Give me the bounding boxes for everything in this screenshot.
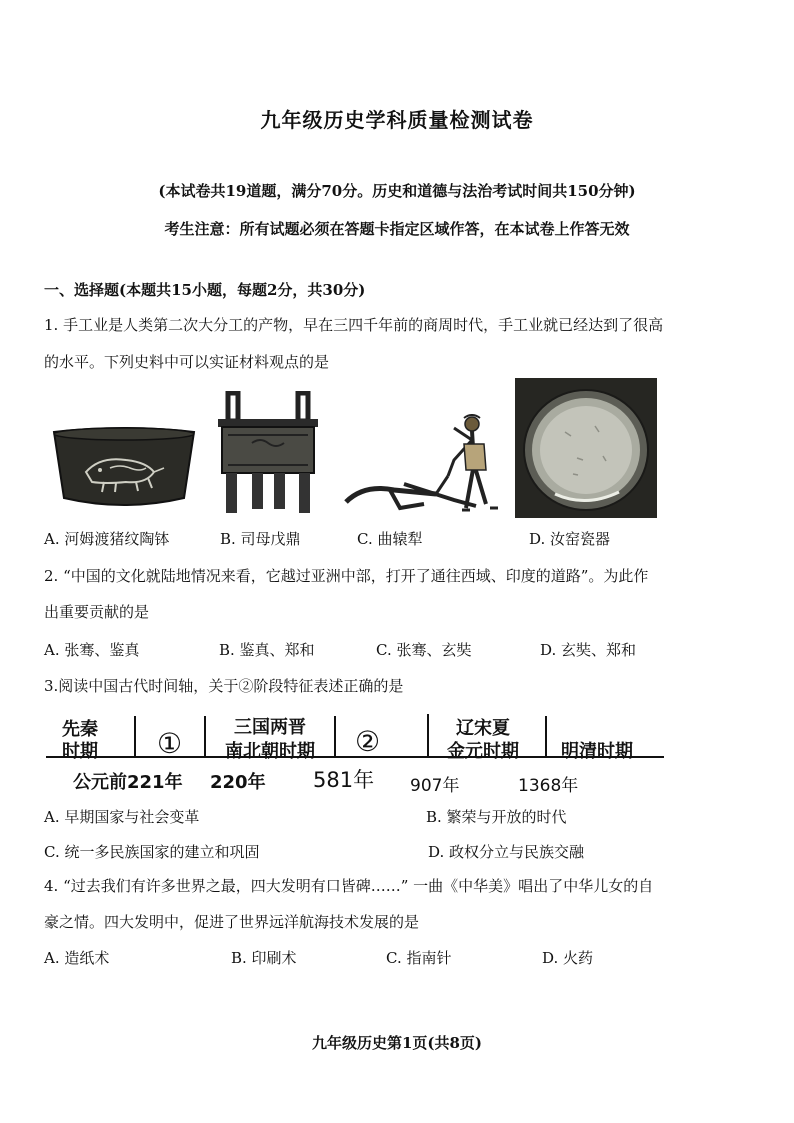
timeline-divider-2 (204, 716, 206, 756)
timeline-year-907: 907年 (410, 776, 460, 796)
ding-vessel-image (212, 391, 324, 517)
q1-stem-line1: 1. 手工业是人类第二次大分工的产物，早在三四千年前的商周时代，手工业就已经达到了很高 (44, 316, 664, 334)
q4-option-d[interactable]: D. 火药 (542, 949, 594, 967)
timeline-divider-1 (134, 716, 136, 756)
section-heading: 一、选择题(本题共15小题，每题2分，共30分) (44, 281, 366, 299)
exam-info: (本试卷共19道题，满分70分。历史和道德与法治考试时间共150分钟) (158, 182, 636, 200)
q4-option-a[interactable]: A. 造纸术 (44, 949, 110, 967)
q3-option-a[interactable]: A. 早期国家与社会变革 (44, 808, 200, 826)
timeline-year-1368: 1368年 (518, 776, 579, 796)
timeline-period-xianqin-line2: 时期 (62, 741, 98, 762)
ru-kiln-porcelain-image (515, 378, 657, 518)
plough-image (344, 414, 504, 516)
q4-stem-line1: 4. “过去我们有许多世界之最，四大发明有口皆碑……” 一曲《中华美》唱出了中华儿女的自 (44, 877, 654, 895)
timeline-divider-5 (545, 716, 547, 756)
timeline-marker-1: ① (157, 727, 183, 760)
page-footer: 九年级历史第1页(共8页) (311, 1034, 483, 1052)
q4-option-c[interactable]: C. 指南针 (386, 949, 452, 967)
pottery-bowl-image (50, 426, 198, 516)
q3-stem: 3.阅读中国古代时间轴，关于②阶段特征表述正确的是 (44, 677, 404, 695)
timeline-year-221bc: 公元前221年 (73, 772, 183, 793)
timeline-period-liaosong-line1: 辽宋夏 (456, 718, 510, 739)
q3-option-b[interactable]: B. 繁荣与开放的时代 (426, 808, 567, 826)
timeline-divider-4 (427, 714, 429, 756)
exam-title: 九年级历史学科质量检测试卷 (260, 108, 534, 132)
q2-option-c[interactable]: C. 张骞、玄奘 (376, 641, 472, 659)
q4-option-b[interactable]: B. 印刷术 (231, 949, 297, 967)
q1-option-a[interactable]: A. 河姆渡猪纹陶钵 (44, 530, 170, 548)
exam-notice: 考生注意：所有试题必须在答题卡指定区域作答，在本试卷上作答无效 (164, 220, 630, 238)
timeline-period-liaosong-line2: 金元时期 (447, 741, 519, 762)
q1-stem-line2: 的水平。下列史料中可以实证材料观点的是 (44, 353, 330, 371)
q4-stem-line2: 豪之情。四大发明中，促进了世界远洋航海技术发展的是 (44, 913, 420, 931)
timeline-year-581: 581年 (313, 768, 375, 792)
q1-option-c[interactable]: C. 曲辕犁 (357, 530, 423, 548)
timeline-period-sanguo-line1: 三国两晋 (234, 717, 306, 738)
timeline-period-mingqing: 明清时期 (561, 741, 633, 762)
timeline-period-xianqin-line1: 先秦 (62, 719, 98, 740)
q2-option-a[interactable]: A. 张骞、鉴真 (44, 641, 140, 659)
timeline-year-220: 220年 (210, 772, 266, 793)
timeline-marker-2: ② (355, 725, 381, 758)
q3-option-c[interactable]: C. 统一多民族国家的建立和巩固 (44, 843, 260, 861)
q1-option-b[interactable]: B. 司母戊鼎 (220, 530, 301, 548)
timeline-period-sanguo-line2: 南北朝时期 (225, 741, 315, 762)
q2-stem-line2: 出重要贡献的是 (44, 603, 150, 621)
q3-option-d[interactable]: D. 政权分立与民族交融 (428, 843, 585, 861)
timeline-divider-3 (334, 716, 336, 756)
q2-stem-line1: 2. “中国的文化就陆地情况来看，它越过亚洲中部，打开了通往西域、印度的道路”。为此作 (44, 567, 649, 585)
q2-option-b[interactable]: B. 鉴真、郑和 (219, 641, 315, 659)
q1-option-d[interactable]: D. 汝窑瓷器 (529, 530, 611, 548)
q2-option-d[interactable]: D. 玄奘、郑和 (540, 641, 637, 659)
